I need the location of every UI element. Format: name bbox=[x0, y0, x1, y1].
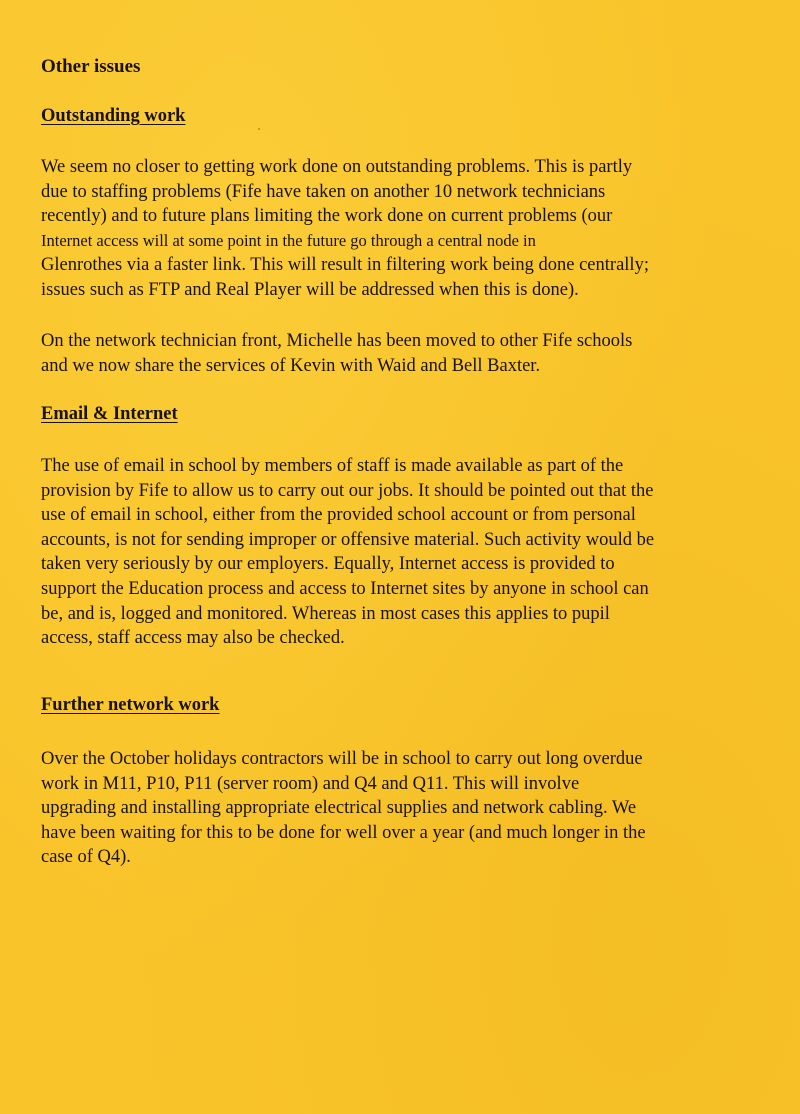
text-line: Internet access will at some point in the future go through a central node in bbox=[41, 230, 536, 250]
text-line: recently) and to future plans limiting the work done on current problems (our bbox=[41, 206, 613, 227]
text-line: provision by Fife to allow us to carry out our jobs. It should be pointed out that the bbox=[41, 480, 654, 501]
section-heading-email-internet: Email & Internet bbox=[41, 404, 178, 424]
text-line: On the network technician front, Michelle has been moved to other Fife schools bbox=[41, 331, 633, 351]
text-line: be, and is, logged and monitored. Whereas in most cases this applies to pupil bbox=[41, 603, 610, 624]
paper-speck bbox=[258, 128, 260, 130]
text-line: access, staff access may also be checked. bbox=[41, 628, 345, 649]
text-line: taken very seriously by our employers. Equally, Internet access is provided to bbox=[41, 554, 615, 575]
text-line: We seem no closer to getting work done on outstanding problems. This is partly bbox=[41, 157, 633, 177]
paragraph-network-technician bbox=[41, 329, 761, 378]
text-line: issues such as FTP and Real Player will be addressed when this is done). bbox=[41, 279, 579, 300]
text-line: Glenrothes via a faster link. This will result in filtering work being done centrally; bbox=[41, 255, 649, 276]
section-heading-outstanding-work: Outstanding work bbox=[41, 106, 186, 126]
text-line: upgrading and installing appropriate electrical supplies and network cabling. We bbox=[41, 798, 637, 819]
paragraph-october-contractors bbox=[41, 747, 761, 870]
text-line: The use of email in school by members of staff is made available as part of the bbox=[41, 456, 624, 476]
text-line: case of Q4). bbox=[41, 847, 131, 868]
page-title: Other issues bbox=[41, 56, 141, 77]
text-line: use of email in school, either from the provided school account or from personal bbox=[41, 505, 636, 526]
text-line: and we now share the services of Kevin with Waid and Bell Baxter. bbox=[41, 355, 541, 376]
paragraph-email-internet-policy bbox=[41, 454, 761, 651]
text-line: have been waiting for this to be done for well over a year (and much longer in the bbox=[41, 822, 646, 843]
text-line: Over the October holidays contractors will be in school to carry out long overdue bbox=[41, 749, 643, 769]
text-line: support the Education process and access to Internet sites by anyone in school can bbox=[41, 578, 649, 599]
paragraph-outstanding-problems bbox=[41, 155, 761, 303]
text-line: work in M11, P10, P11 (server room) and Q4 and Q11. This will involve bbox=[41, 773, 580, 794]
text-line: due to staffing problems (Fife have taken on another 10 network technicians bbox=[41, 181, 606, 202]
text-line: accounts, is not for sending improper or offensive material. Such activity would be bbox=[41, 529, 655, 550]
section-heading-further-network-work: Further network work bbox=[41, 695, 220, 715]
